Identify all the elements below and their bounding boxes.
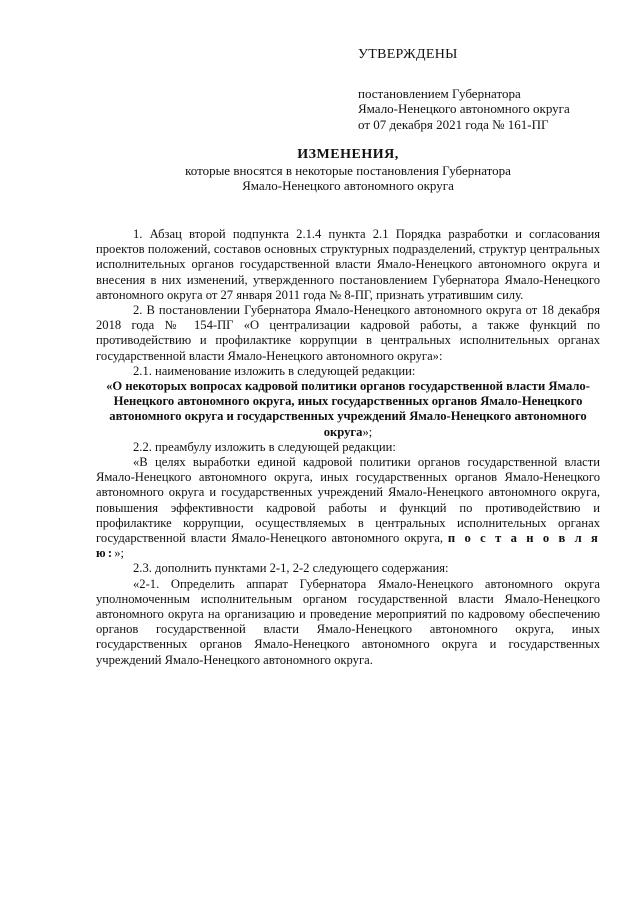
- paragraph-1: 1. Абзац второй подпункта 2.1.4 пункта 2.1 Порядка разработки и согласования проектов положений, составов основных структурных подразделений, структур центральных исполнительных органов государственной власти Ямало-Ненецкого автономного округа и внесения в них изменений, утвержденного постановлением Губернатора Ямало-Ненецкого автономного округа от 27 января 2011 года № 8-ПГ, признать утратившим силу.: [96, 227, 600, 302]
- decree-word: п о с т а н о в л я ю:: [96, 531, 600, 561]
- paragraph-2: 2. В постановлении Губернатора Ямало-Ненецкого автономного округа от 18 декабря 2018 года № 154-ПГ «О централизации кадровой работы, а также функций по противодействию и профилактике коррупции в центральных исполнительных органах государственной власти Ямало-Ненецкого автономного округа»:: [96, 303, 600, 363]
- approval-line-3: от 07 декабря 2021 года № 161-ПГ: [358, 116, 549, 132]
- document-subtitle-2: Ямало-Ненецкого автономного округа: [242, 178, 454, 193]
- document-title-block: [0, 147, 640, 194]
- preamble-quote: [96, 455, 600, 561]
- new-title-end: »;: [362, 424, 373, 439]
- approval-stamp: [358, 47, 570, 132]
- paragraph-2-1: 2.1. наименование изложить в следующей редакции:: [133, 363, 416, 378]
- new-title-quote: [96, 379, 600, 440]
- paragraph-2-2: 2.2. преамбулу изложить в следующей редакции:: [133, 439, 396, 454]
- preamble-text: «В целях выработки единой кадровой политики органов государственной власти Ямало-Ненецкого автономного округа, иных государственных органов Ямало-Ненецкого автономного округа и государственных учреждений Ямало-Ненецкого автономного округа, повышения эффективности кадровой работы и функций по противодействию и профилактике коррупции, осуществляемых в центральных исполнительных органах государственной власти Ямало-Ненецкого автономного округа,: [96, 455, 600, 546]
- approval-line-2: Ямало-Ненецкого автономного округа: [358, 101, 570, 116]
- document-title: ИЗМЕНЕНИЯ,: [297, 147, 399, 162]
- document-subtitle-1: которые вносятся в некоторые постановления Губернатора: [185, 162, 511, 178]
- document-body: [96, 227, 600, 668]
- approved-heading: УТВЕРЖДЕНЫ: [358, 47, 458, 62]
- paragraph-2-3: 2.3. дополнить пунктами 2-1, 2-2 следующего содержания:: [133, 561, 449, 576]
- approval-line-1: постановлением Губернатора: [358, 85, 521, 101]
- new-title-text: «О некоторых вопросах кадровой политики органов государственной власти Ямало-Ненецкого автономного округа, иных государственных органов Ямало-Ненецкого автономного округа и государственных учреждений Ямало-Ненецкого автономного округа: [106, 379, 590, 439]
- preamble-end: »;: [114, 546, 125, 561]
- clause-2-1-quote: «2-1. Определить аппарат Губернатора Ямало-Ненецкого автономного округа уполномоченным исполнительным органом государственной власти Ямало-Ненецкого автономного округа на организацию и проведение мероприятий по кадровому обеспечению органов государственной власти Ямало-Ненецкого автономного округа, иных государственных органов Ямало-Ненецкого автономного округа и государственных учреждений Ямало-Ненецкого автономного округа.: [96, 576, 600, 667]
